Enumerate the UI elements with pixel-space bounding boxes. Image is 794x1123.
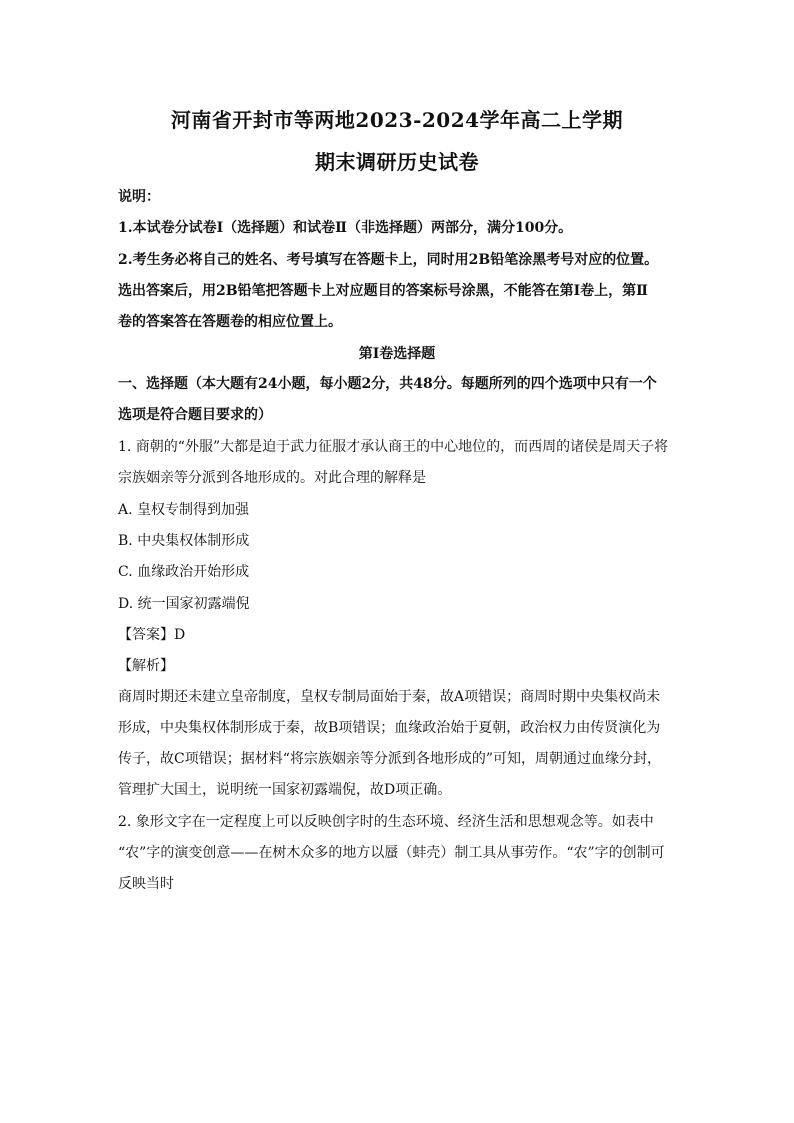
question-1-stem-line2: 宗族姻亲等分派到各地形成的。对此合理的解释是: [118, 470, 426, 486]
question-1-analysis-line4: 管理扩大国土，说明统一国家初露端倪，故D项正确。: [118, 782, 452, 798]
document-title-line2: 期末调研历史试卷: [315, 150, 479, 174]
question-2-stem-line1: 2. 象形文字在一定程度上可以反映创字时的生态环境、经济生活和思想观念等。如表中: [118, 814, 654, 830]
note-2-line1: 2.考生务必将自己的姓名、考号填写在答题卡上，同时用2B铅笔涂黑考号对应的位置。: [118, 252, 659, 268]
note-2-line2: 选出答案后，用2B铅笔把答题卡上对应题目的答案标号涂黑，不能答在第Ⅰ卷上，第Ⅱ: [118, 283, 648, 299]
question-1-stem-line1: 1. 商朝的“外服”大都是迫于武力征服才承认商王的中心地位的，而西周的诸侯是周天子将: [118, 439, 669, 455]
question-1-option-c: C. 血缘政治开始形成: [118, 564, 250, 580]
document-title-line1: 河南省开封市等两地2023-2024学年高二上学期: [170, 108, 624, 132]
note-1: 1.本试卷分试卷Ⅰ（选择题）和试卷Ⅱ（非选择题）两部分，满分100分。: [118, 220, 573, 236]
section-heading-line1: 一、选择题（本大题有24小题，每小题2分，共48分。每题所列的四个选项中只有一个: [118, 376, 657, 392]
question-2-stem-line3: 反映当时: [118, 876, 174, 892]
question-1-analysis-line1: 商周时期还未建立皇帝制度，皇权专制局面始于秦，故A项错误；商周时期中央集权尚未: [118, 689, 661, 705]
part-heading: 第Ⅰ卷选择题: [358, 346, 436, 362]
note-2-line3: 卷的答案答在答题卷的相应位置上。: [118, 314, 342, 330]
question-1-analysis-line3: 传子，故C项错误；据材料“将宗族姻亲等分派到各地形成的”可知，周朝通过血缘分封，: [118, 751, 662, 767]
question-1-analysis-line2: 形成，中央集权体制形成于秦，故B项错误；血缘政治始于夏朝，政治权力由传贤演化为: [118, 720, 661, 736]
section-heading-line2: 选项是符合题目要求的）: [118, 407, 272, 423]
notes-heading: 说明：: [118, 189, 160, 205]
question-1-option-a: A. 皇权专制得到加强: [118, 502, 250, 518]
question-2-stem-line2: “农”字的演变创意——在树木众多的地方以蜃（蚌壳）制工具从事劳作。“农”字的创制可: [118, 845, 665, 861]
question-1-option-d: D. 统一国家初露端倪: [118, 596, 250, 612]
question-1-answer: 【答案】D: [118, 627, 186, 643]
question-1-analysis-label: 【解析】: [118, 658, 174, 674]
question-1-option-b: B. 中央集权体制形成: [118, 533, 250, 549]
